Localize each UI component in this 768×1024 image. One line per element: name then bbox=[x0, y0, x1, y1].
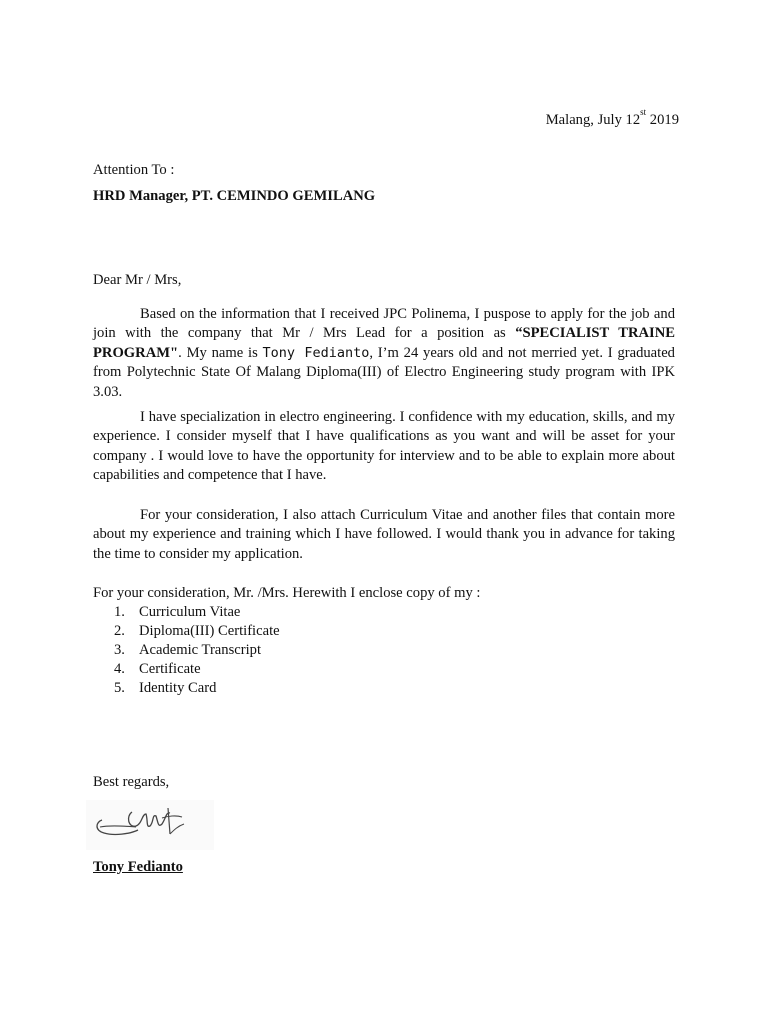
list-item bbox=[114, 660, 280, 679]
enclose-intro: For your consideration, Mr. /Mrs. Herewith I enclose copy of my : bbox=[93, 585, 481, 601]
list-item-number: 3. bbox=[114, 642, 125, 658]
recipient-line: HRD Manager, PT. CEMINDO GEMILANG bbox=[93, 188, 376, 204]
list-item-label: Curriculum Vitae bbox=[139, 604, 241, 620]
applicant-name: Tony Fedianto bbox=[262, 344, 370, 361]
letter-date bbox=[546, 106, 679, 129]
position-title: “SPECIALIST TRAINE PROGRAM" bbox=[93, 325, 675, 361]
attachments-text: For your consideration, I also attach Curriculum Vitae and another files that contain more about my experience and training which I have followed. I would thank you in advance for taking the time to consider my application. bbox=[93, 507, 675, 562]
enclosure-list bbox=[114, 603, 280, 698]
list-item bbox=[114, 679, 280, 698]
intro-text-2: . My name is bbox=[178, 344, 263, 361]
list-item bbox=[114, 622, 280, 641]
date-prefix: Malang, July 12 bbox=[545, 111, 641, 128]
list-item-label: Certificate bbox=[139, 661, 201, 677]
list-item-label: Academic Transcript bbox=[139, 642, 261, 658]
attention-line: Attention To : bbox=[93, 162, 175, 178]
intro-text-1: Based on the information that I received JPC Polinema, I puspose to apply for the job and join with the company that Mr / Mrs Lead for a position as bbox=[93, 306, 675, 342]
date-superscript: st bbox=[640, 107, 647, 117]
list-item bbox=[114, 603, 280, 622]
date-year: 2019 bbox=[646, 111, 679, 128]
signer-name: Tony Fedianto bbox=[93, 859, 183, 875]
paragraph-qualifications bbox=[93, 408, 675, 486]
list-item-label: Identity Card bbox=[139, 680, 217, 696]
list-item-number: 2. bbox=[114, 623, 125, 639]
list-item-number: 1. bbox=[114, 604, 125, 620]
salutation: Dear Mr / Mrs, bbox=[93, 272, 182, 288]
list-item bbox=[114, 641, 280, 660]
handwritten-signature bbox=[86, 800, 214, 850]
qualifications-text: I have specialization in electro engineering. I confidence with my education, skills, and my experience. I consider myself that I have qualifications as you want and will be asset for your company . I would love to have the opportunity for interview and to be able to explain more about capabilities and competence that I have. bbox=[93, 409, 675, 484]
closing: Best regards, bbox=[93, 774, 170, 790]
list-item-number: 5. bbox=[114, 680, 125, 696]
intro-text-3: , I’m 24 years old and not merried yet. I graduated from Polytechnic State Of Malang Diploma(III) of Electro Engineering study program with IPK 3.03. bbox=[93, 344, 675, 400]
paragraph-intro bbox=[93, 305, 675, 402]
list-item-label: Diploma(III) Certificate bbox=[139, 623, 280, 639]
list-item-number: 4. bbox=[114, 661, 125, 677]
paragraph-attachments bbox=[93, 506, 675, 564]
